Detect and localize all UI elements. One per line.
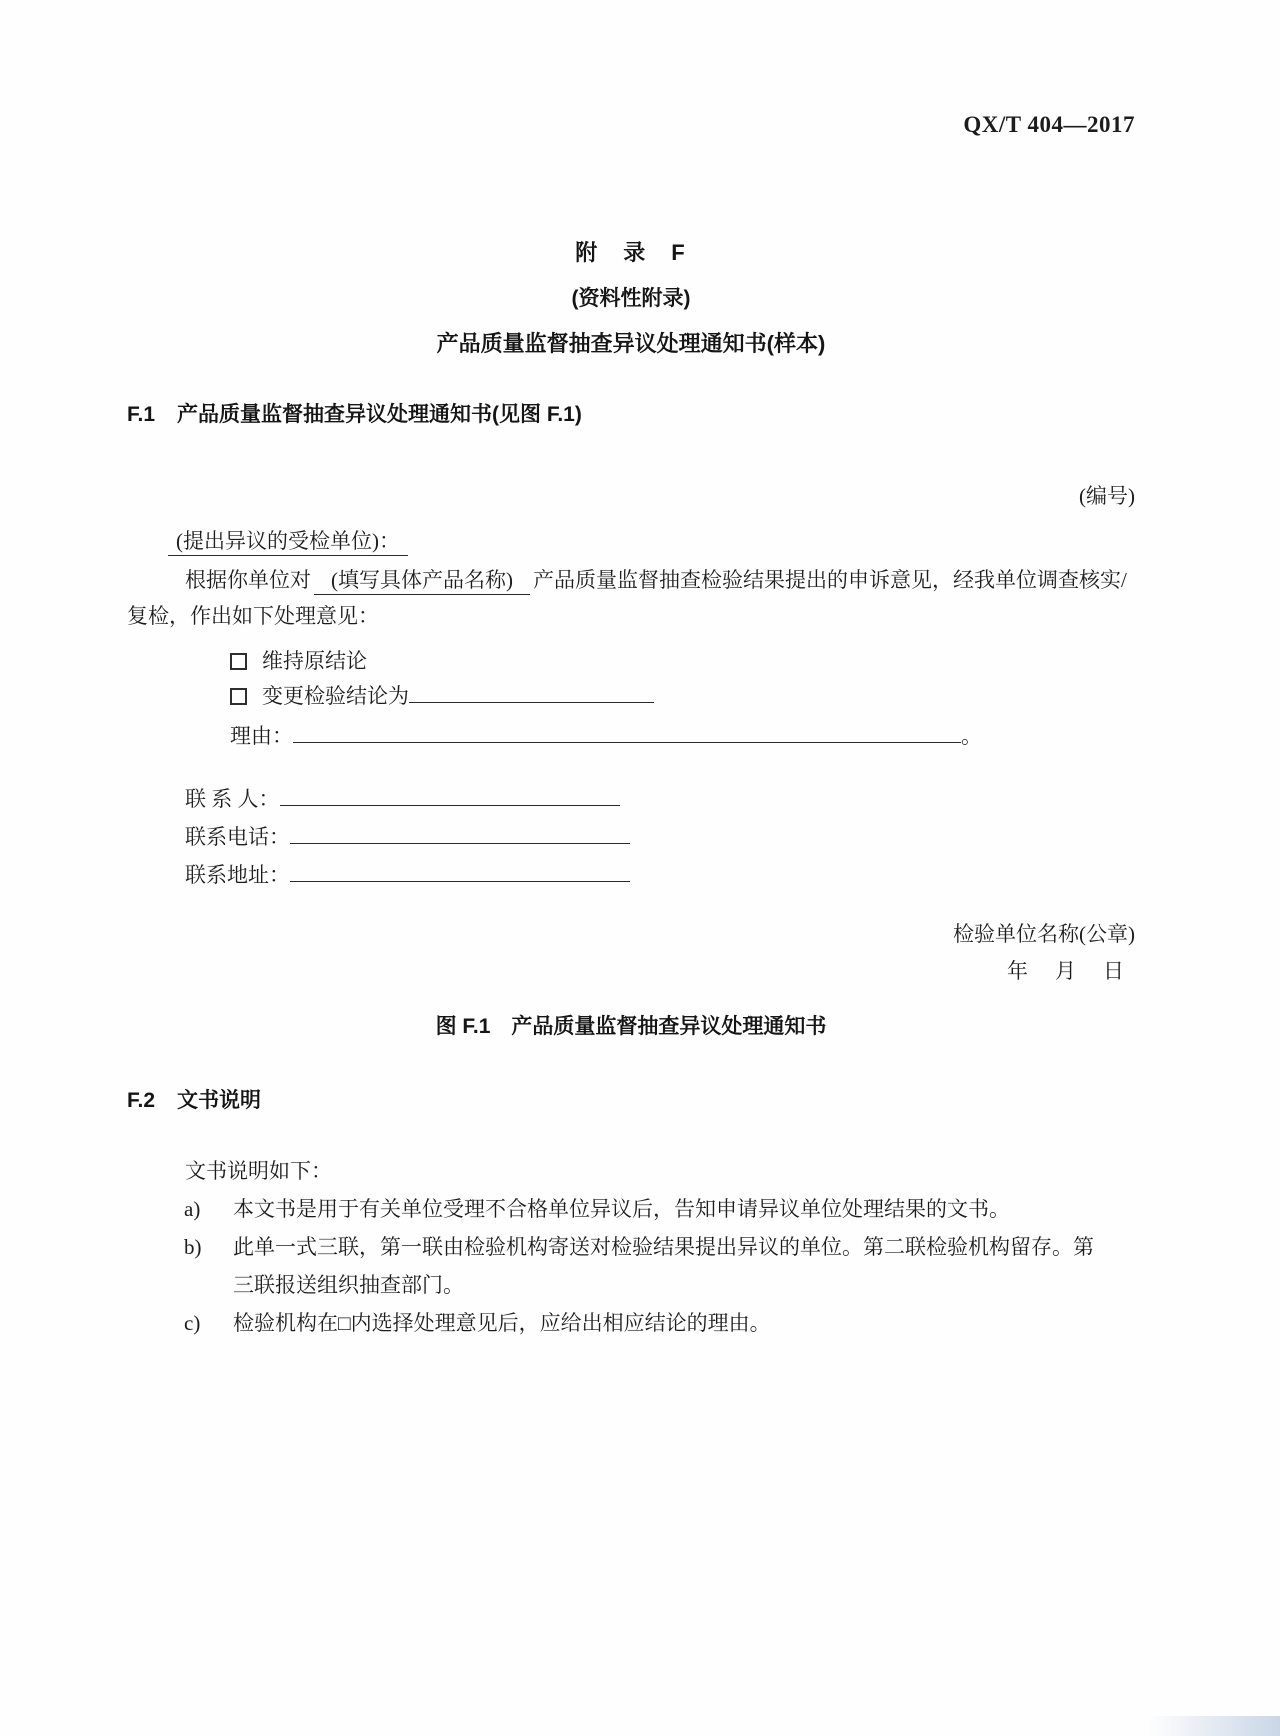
signature-date-line: 年 月 日 (1007, 959, 1127, 983)
checkbox-icon (230, 653, 247, 670)
note-text: 检验机构在□内选择处理意见后，应给出相应结论的理由。 (233, 1311, 771, 1335)
contact-phone-blank (290, 822, 630, 844)
conclusion-fill-blank (409, 681, 654, 703)
section-f2-title: 文书说明 (177, 1089, 262, 1112)
contact-address-row (185, 856, 1135, 894)
section-f1-heading (127, 398, 1135, 428)
reason-label: 理由： (230, 724, 293, 748)
note-text: 此单一式三联，第一联由检验机构寄送对检验结果提出异议的单位。第二联检验机构留存。第三联报送组织抽查部门。 (233, 1235, 1094, 1297)
option-keep-label: 维持原结论 (262, 649, 367, 673)
note-marker: b) (184, 1235, 202, 1259)
option-change-label: 变更检验结论为 (262, 684, 409, 708)
checkbox-icon (230, 688, 247, 705)
notes-intro: 文书说明如下： (185, 1159, 332, 1183)
body-paragraph (127, 562, 1135, 634)
option-change-conclusion (127, 679, 1135, 714)
contact-address-blank (290, 860, 630, 882)
figure-caption: 图 F.1 产品质量监督抽查异议处理通知书 (435, 1015, 827, 1038)
notes-block (127, 1152, 1135, 1342)
note-item-a (127, 1190, 1135, 1228)
appendix-heading: 附 录 F (575, 240, 687, 265)
reason-period: 。 (961, 724, 982, 748)
serial-number-label: (编号) (1079, 484, 1135, 508)
section-f2-heading (127, 1084, 1135, 1114)
section-f2-number: F.2 (127, 1089, 156, 1112)
note-marker: a) (184, 1197, 201, 1221)
contact-block (127, 780, 1135, 894)
appendix-subheading: (资料性附录) (571, 287, 691, 310)
section-f1-number: F.1 (127, 403, 156, 426)
addressee-row (127, 524, 1135, 558)
signature-block (127, 916, 1135, 990)
addressee-underlined-blank: (提出异议的受检单位)： (168, 529, 408, 556)
appendix-heading-block (127, 236, 1135, 358)
contact-phone-row (185, 818, 1135, 856)
note-item-b (127, 1228, 1135, 1304)
appendix-title: 产品质量监督抽查异议处理通知书(样本) (436, 331, 826, 356)
section-f1-title: 产品质量监督抽查异议处理通知书(见图 F.1) (177, 403, 582, 426)
signature-org-line: 检验单位名称(公章) (953, 922, 1135, 946)
scan-artifact (1148, 1716, 1280, 1736)
standard-code: QX/T 404—2017 (963, 112, 1135, 137)
reason-row (127, 718, 1135, 754)
note-text: 本文书是用于有关单位受理不合格单位异议后，告知申请异议单位处理结果的文书。 (233, 1197, 1010, 1221)
contact-name-row (185, 780, 1135, 818)
contact-address-label: 联系地址： (185, 863, 290, 887)
note-marker: c) (184, 1311, 201, 1335)
note-item-c (127, 1304, 1135, 1342)
contact-phone-label: 联系电话： (185, 825, 290, 849)
paragraph-text-after: 产品质量监督抽查检验结果提出的申诉意见，经我单位调查核实/复检，作出如下处理意见： (127, 568, 1127, 628)
contact-name-label: 联 系 人： (185, 787, 280, 811)
reason-fill-blank (293, 721, 961, 743)
option-keep-conclusion (127, 644, 1135, 679)
paragraph-text-before: 根据你单位对 (185, 568, 311, 592)
product-name-blank: (填写具体产品名称) (314, 568, 530, 595)
contact-name-blank (280, 784, 620, 806)
